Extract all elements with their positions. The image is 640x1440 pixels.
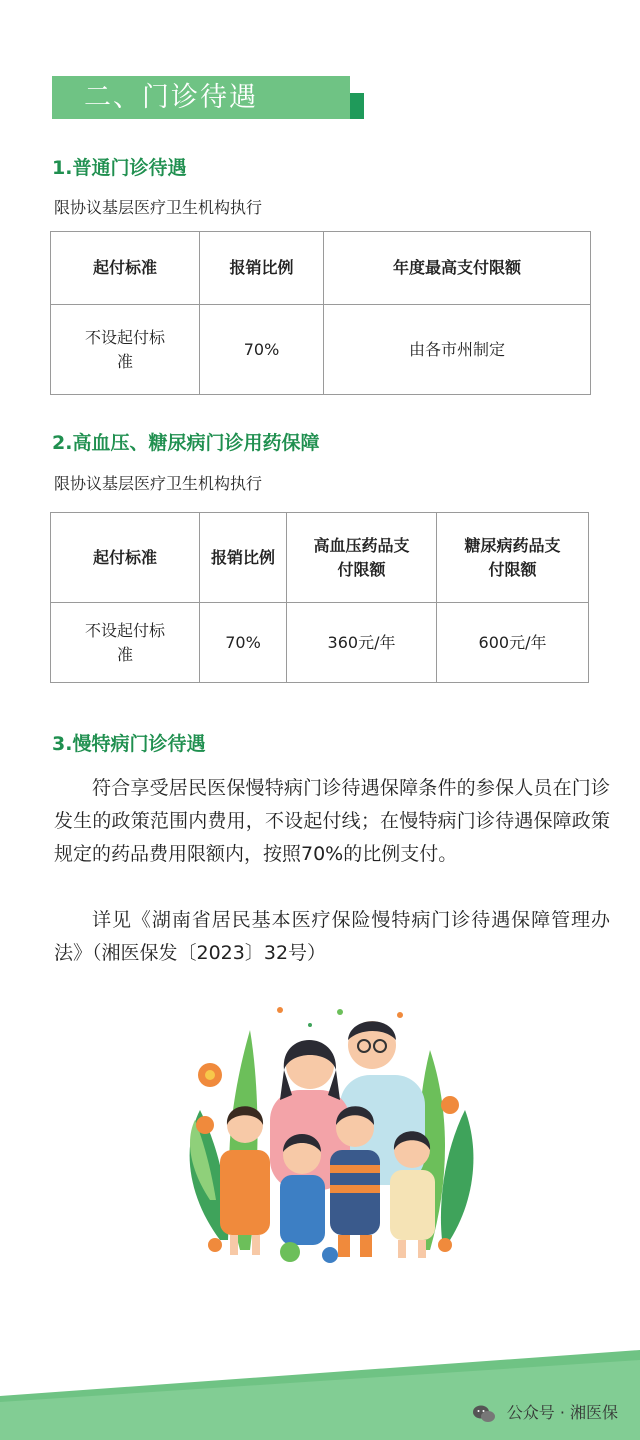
table-row — [51, 305, 591, 395]
table-cell: 不设起付标准 — [51, 305, 200, 395]
table-header-cell: 年度最高支付限额 — [324, 232, 591, 305]
footer-credit — [472, 1401, 618, 1425]
outpatient-title: 1.普通门诊待遇 — [52, 157, 187, 179]
table-header-cell: 起付标准 — [51, 232, 200, 305]
section-header — [52, 76, 350, 119]
outpatient-table — [50, 231, 591, 395]
footer-band — [0, 1340, 640, 1440]
table-header-row — [51, 232, 591, 305]
hypertension-note: 限协议基层医疗卫生机构执行 — [54, 474, 263, 493]
table-cell: 不设起付标准 — [51, 603, 200, 683]
outpatient-note: 限协议基层医疗卫生机构执行 — [54, 198, 263, 217]
table-cell: 600元/年 — [437, 603, 589, 683]
table-header-cell: 糖尿病药品支付限额 — [437, 513, 589, 603]
table-header-cell: 高血压药品支付限额 — [287, 513, 437, 603]
table-row — [51, 603, 589, 683]
hypertension-table — [50, 512, 589, 683]
footer-credit-text: 公众号 · 湘医保 — [506, 1403, 618, 1422]
chronic-paragraph: 符合享受居民医保慢特病门诊待遇保障条件的参保人员在门诊发生的政策范围内费用，不设起付线；在慢特病门诊待遇保障政策规定的药品费用限额内，按照70%的比例支付。 — [54, 777, 610, 865]
table-cell: 由各市州制定 — [324, 305, 591, 395]
chronic-title: 3.慢特病门诊待遇 — [52, 733, 206, 755]
header-accent-bar — [350, 93, 364, 119]
table-cell: 70% — [200, 305, 324, 395]
table-header-cell: 报销比例 — [200, 232, 324, 305]
table-cell: 70% — [200, 603, 287, 683]
family-illustration — [180, 1000, 480, 1270]
hypertension-title: 2.高血压、糖尿病门诊用药保障 — [52, 432, 320, 454]
table-header-cell: 起付标准 — [51, 513, 200, 603]
section-title: 二、门诊待遇 — [84, 82, 258, 113]
table-cell: 360元/年 — [287, 603, 437, 683]
table-header-row — [51, 513, 589, 603]
chronic-reference: 详见《湖南省居民基本医疗保险慢特病门诊待遇保障管理办法》（湘医保发〔2023〕32号） — [54, 909, 610, 964]
table-header-cell: 报销比例 — [200, 513, 287, 603]
wechat-icon — [472, 1404, 496, 1424]
